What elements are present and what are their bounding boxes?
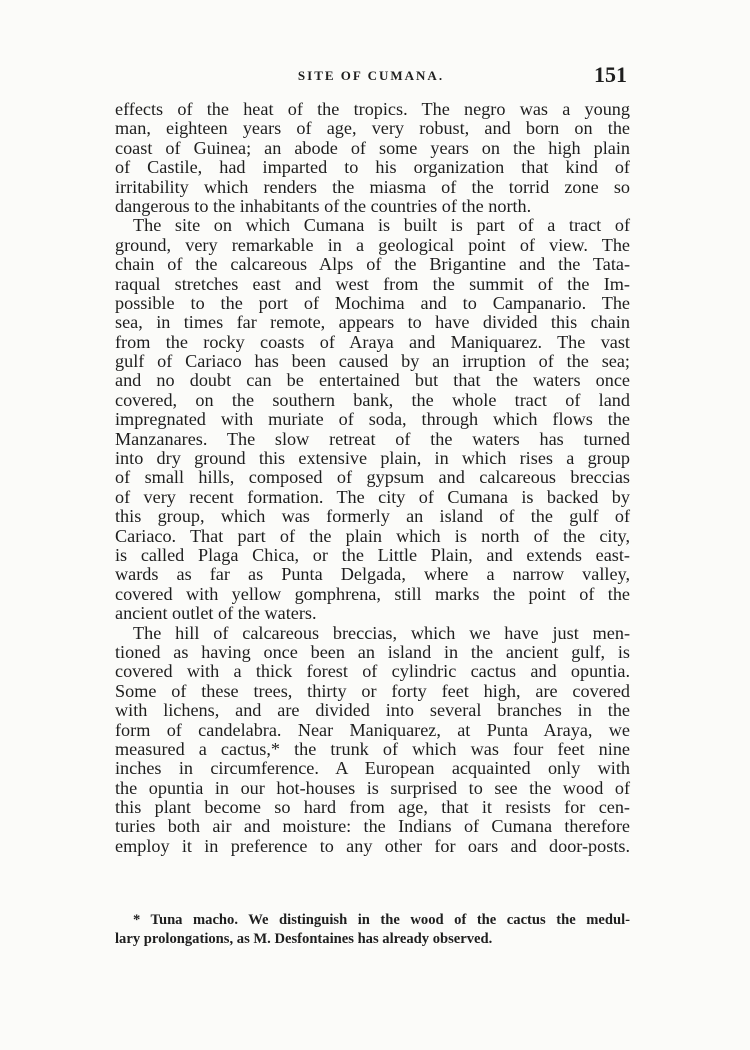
text-line: this group, which was formerly an island of the gulf of	[115, 506, 630, 527]
text-line: covered with a thick forest of cylindric cactus and opuntia.	[115, 661, 630, 682]
text-line: measured a cactus,* the trunk of which was four feet nine	[115, 738, 630, 759]
text-line: of small hills, composed of gypsum and calcareous breccias	[115, 467, 630, 488]
text-line: sea, in times far remote, appears to have divided this chain	[115, 312, 630, 333]
footnote-line: lary prolongations, as M. Desfontaines has already observed.	[115, 931, 493, 947]
text-line: Manzanares. The slow retreat of the waters has turned	[115, 428, 630, 449]
text-line: dangerous to the inhabitants of the countries of the north.	[115, 195, 532, 216]
paragraph-start-line: The site on which Cumana is built is part of a tract of	[133, 215, 630, 236]
text-line: chain of the calcareous Alps of the Brigantine and the Tata-	[115, 254, 630, 275]
text-line: tioned as having once been an island in the ancient gulf, is	[115, 641, 630, 662]
text-line: covered, on the southern bank, the whole tract of land	[115, 389, 630, 410]
text-line: into dry ground this extensive plain, in which rises a group	[115, 448, 630, 469]
text-line: form of candelabra. Near Maniquarez, at Punta Araya, we	[115, 719, 630, 740]
text-line: irritability which renders the miasma of the torrid zone so	[115, 176, 630, 197]
text-line: employ it in preference to any other for oars and door-posts.	[115, 835, 630, 856]
footnote	[115, 911, 630, 949]
text-line: gulf of Cariaco has been caused by an irruption of the sea;	[115, 351, 630, 372]
text-line: the opuntia in our hot-houses is surprised to see the wood of	[115, 777, 630, 798]
text-line: is called Plaga Chica, or the Little Plain, and extends east-	[115, 544, 630, 565]
text-line: turies both air and moisture: the Indians of Cumana therefore	[115, 816, 630, 837]
text-line: inches in circumference. A European acquainted only with	[115, 758, 630, 779]
text-line: possible to the port of Mochima and to Campanario. The	[115, 292, 630, 313]
text-line: Cariaco. That part of the plain which is north of the city,	[115, 525, 630, 546]
page-number: 151	[594, 62, 627, 87]
paragraph-start-line: The hill of calcareous breccias, which we have just men-	[133, 622, 630, 643]
text-line: man, eighteen years of age, very robust, and born on the	[115, 118, 630, 139]
text-line: with lichens, and are divided into several branches in the	[115, 700, 630, 721]
text-line: this plant become so hard from age, that it resists for cen-	[115, 797, 630, 818]
text-line: covered with yellow gomphrena, still marks the point of the	[115, 583, 630, 604]
text-line: Some of these trees, thirty or forty feet high, are covered	[115, 680, 630, 701]
text-line: impregnated with muriate of soda, through which flows the	[115, 409, 630, 430]
text-line: raqual stretches east and west from the summit of the Im-	[115, 273, 630, 294]
text-line: and no doubt can be entertained but that the waters once	[115, 370, 630, 391]
body-text	[115, 100, 630, 856]
running-title: SITE OF CUMANA.	[297, 68, 445, 83]
text-line: effects of the heat of the tropics. The negro was a young	[115, 99, 630, 119]
text-line: coast of Guinea; an abode of some years on the high plain	[115, 137, 630, 158]
running-head	[115, 64, 627, 94]
footnote-line: * Tuna macho. We distinguish in the wood of the cactus the medul-	[133, 912, 630, 928]
text-line: wards as far as Punta Delgada, where a narrow valley,	[115, 564, 630, 585]
text-line: ancient outlet of the waters.	[115, 603, 317, 624]
text-line: of very recent formation. The city of Cumana is backed by	[115, 486, 630, 507]
text-line: ground, very remarkable in a geological point of view. The	[115, 234, 630, 255]
text-line: of Castile, had imparted to his organization that kind of	[115, 157, 630, 178]
text-line: from the rocky coasts of Araya and Maniquarez. The vast	[115, 331, 630, 352]
